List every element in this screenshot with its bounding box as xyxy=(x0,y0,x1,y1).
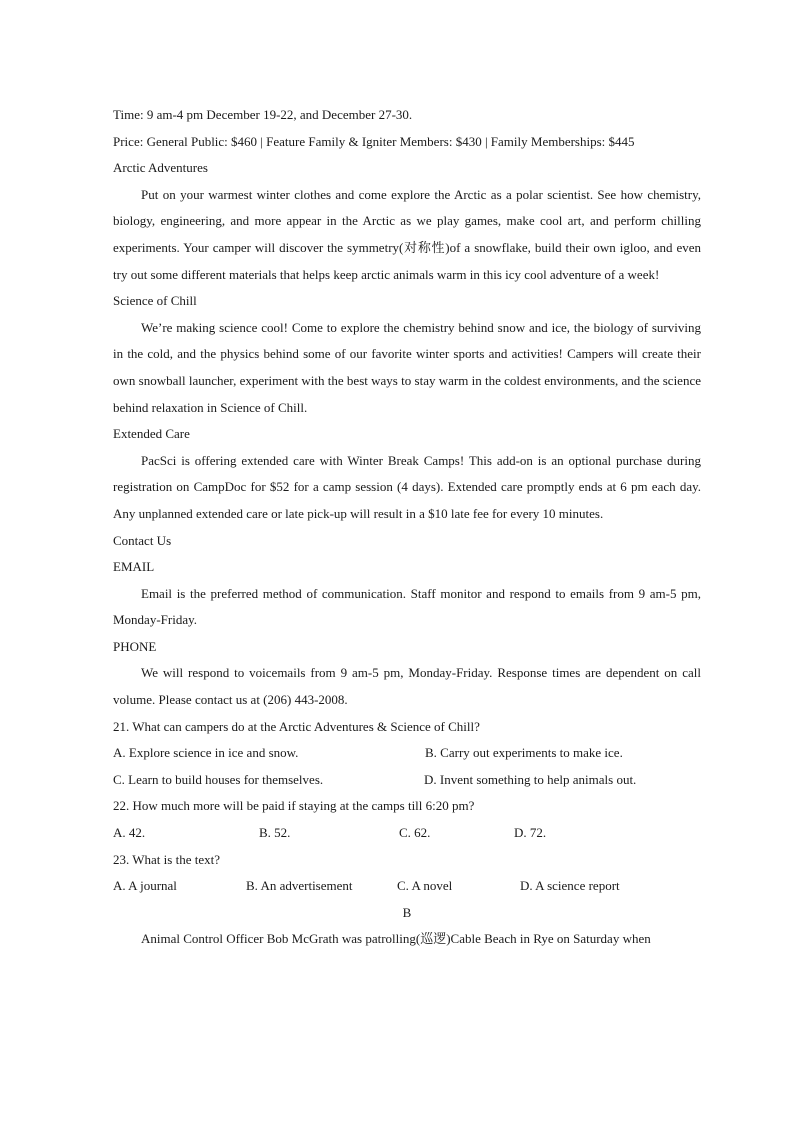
price-line: Price: General Public: $460 | Feature Family & Igniter Members: $430 | Family Memberships: $445 xyxy=(113,133,635,149)
question-21-option-d: D. Invent something to help animals out. xyxy=(424,771,637,787)
question-23-option-a: A. A journal xyxy=(113,878,177,894)
question-23-option-c: C. A novel xyxy=(397,878,453,894)
question-21-option-c: C. Learn to build houses for themselves. xyxy=(113,771,324,787)
question-22-option-a: A. 42. xyxy=(113,825,146,841)
section-body-extended: PacSci is offering extended care with Winter Break Camps! This add-on is an optional purchase during registration on CampDoc for $52 for a camp session (4 days). Extended care promptly ends at 6 pm each day. Any unplanned extended care or late pick-up will result in a $10 late fee for every 10 minutes. xyxy=(113,452,701,521)
section-body-chill: We’re making science cool! Come to explore the chemistry behind snow and ice, the biology of surviving in the cold, and the physics behind some of our favorite winter sports and activities! Campers will create their own snowball launcher, experiment with the best ways to stay warm in the coldest environments, and the science behind relaxation in Science of Chill. xyxy=(113,319,701,415)
question-23-stem: 23. What is the text? xyxy=(113,851,220,867)
question-23-options xyxy=(113,873,701,900)
phone-body: We will respond to voicemails from 9 am-5 pm, Monday-Friday. Response times are dependent on call volume. Please contact us at (206) 443-2008. xyxy=(113,665,701,708)
passage-b-label: B xyxy=(402,904,412,920)
question-21-options-row-2 xyxy=(113,767,701,794)
question-23-option-d: D. A science report xyxy=(520,878,620,894)
section-title-chill: Science of Chill xyxy=(113,293,197,309)
question-21-options-row-1 xyxy=(113,740,701,767)
section-title-arctic: Arctic Adventures xyxy=(113,160,208,176)
section-title-extended: Extended Care xyxy=(113,426,190,442)
question-22-option-c: C. 62. xyxy=(399,825,431,841)
question-22-option-b: B. 52. xyxy=(259,825,291,841)
time-line: Time: 9 am-4 pm December 19-22, and December 27-30. xyxy=(113,107,413,122)
question-23-option-b: B. An advertisement xyxy=(246,878,353,894)
question-21-stem: 21. What can campers do at the Arctic Adventures & Science of Chill? xyxy=(113,718,480,734)
section-body-arctic: Put on your warmest winter clothes and come explore the Arctic as a polar scientist. See how chemistry, biology, engineering, and more appear in the Arctic as we play games, make cool art, and perform chilling experiments. Your camper will discover the symmetry(对称性)of a snowflake, build their own igloo, and even try out some different materials that helps keep arctic animals warm in this icy cool adventure of a week! xyxy=(113,186,701,282)
question-22-stem: 22. How much more will be paid if staying at the camps till 6:20 pm? xyxy=(113,798,475,814)
passage-b-first-line: Animal Control Officer Bob McGrath was patrolling(巡逻)Cable Beach in Rye on Saturday when xyxy=(141,931,651,947)
question-22-options xyxy=(113,820,701,847)
document-content xyxy=(113,102,701,953)
section-title-contact: Contact Us xyxy=(113,532,172,548)
email-heading: EMAIL xyxy=(113,559,155,575)
phone-heading: PHONE xyxy=(113,638,157,654)
question-21-option-a: A. Explore science in ice and snow. xyxy=(113,745,299,761)
question-22-option-d: D. 72. xyxy=(514,825,547,841)
email-body: Email is the preferred method of communication. Staff monitor and respond to emails from 9 am-5 pm, Monday-Friday. xyxy=(113,585,701,628)
question-21-option-b: B. Carry out experiments to make ice. xyxy=(425,745,623,761)
